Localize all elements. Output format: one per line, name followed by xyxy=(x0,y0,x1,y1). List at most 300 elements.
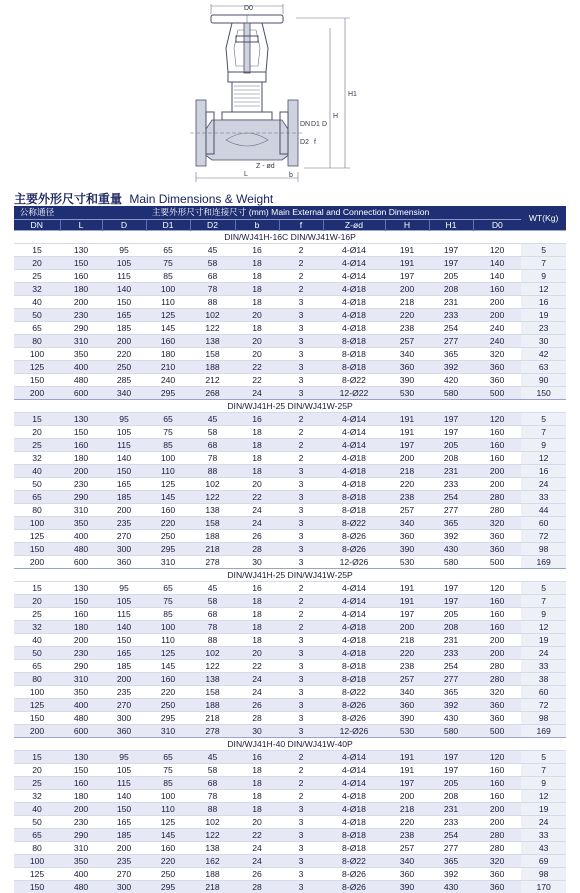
table-cell: 145 xyxy=(146,490,190,503)
table-cell: 20 xyxy=(235,646,279,659)
table-cell: 12 xyxy=(521,620,566,633)
table-cell: 25 xyxy=(14,438,60,451)
table-cell: 125 xyxy=(14,529,60,542)
table-cell: 12 xyxy=(521,789,566,802)
table-cell: 160 xyxy=(473,620,521,633)
table-cell: 200 xyxy=(473,633,521,646)
table-cell: 300 xyxy=(102,880,146,893)
table-cell: 160 xyxy=(473,789,521,802)
table-cell: 233 xyxy=(429,477,473,490)
table-cell: 138 xyxy=(190,503,235,516)
table-cell: 208 xyxy=(429,620,473,633)
table-cell: 115 xyxy=(102,438,146,451)
yoke xyxy=(226,23,268,73)
table-cell: 65 xyxy=(146,581,190,594)
table-cell: 3 xyxy=(279,360,323,373)
dimensions-table xyxy=(14,206,566,893)
table-cell: 278 xyxy=(190,555,235,568)
table-cell: 165 xyxy=(102,815,146,828)
table-cell: 2 xyxy=(279,451,323,464)
series-title: DIN/WJ41H-40 DIN/WJ41W-40P xyxy=(14,737,566,750)
table-row xyxy=(14,360,566,373)
table-cell: 105 xyxy=(102,425,146,438)
table-cell: 200 xyxy=(14,386,60,399)
table-cell: 162 xyxy=(190,854,235,867)
table-cell: 200 xyxy=(102,334,146,347)
table-cell: 18 xyxy=(235,438,279,451)
table-cell: 78 xyxy=(190,282,235,295)
table-cell: 290 xyxy=(60,321,102,334)
table-cell: 98 xyxy=(521,542,566,555)
table-cell: 150 xyxy=(14,542,60,555)
table-cell: 4-Ø14 xyxy=(323,412,385,425)
table-cell: 390 xyxy=(385,711,429,724)
table-cell: 320 xyxy=(473,516,521,529)
table-cell: 122 xyxy=(190,321,235,334)
table-row xyxy=(14,282,566,295)
table-cell: 18 xyxy=(235,321,279,334)
table-cell: 150 xyxy=(60,256,102,269)
table-cell: 238 xyxy=(385,659,429,672)
dim-dn: DN xyxy=(300,121,311,128)
table-cell: 350 xyxy=(60,347,102,360)
table-cell: 100 xyxy=(14,347,60,360)
table-cell: 65 xyxy=(14,828,60,841)
table-cell: 115 xyxy=(102,776,146,789)
table-cell: 218 xyxy=(385,464,429,477)
table-cell: 254 xyxy=(429,321,473,334)
table-cell: 191 xyxy=(385,425,429,438)
table-cell: 220 xyxy=(385,477,429,490)
table-cell: 65 xyxy=(146,412,190,425)
table-cell: 33 xyxy=(521,490,566,503)
table-cell: 360 xyxy=(385,698,429,711)
table-row xyxy=(14,256,566,269)
table-cell: 18 xyxy=(235,594,279,607)
table-cell: 197 xyxy=(385,607,429,620)
table-cell: 15 xyxy=(14,750,60,763)
table-cell: 9 xyxy=(521,607,566,620)
table-cell: 7 xyxy=(521,425,566,438)
table-cell: 105 xyxy=(102,763,146,776)
table-cell: 185 xyxy=(102,490,146,503)
dim-d1: D1 xyxy=(311,121,320,128)
table-cell: 365 xyxy=(429,685,473,698)
table-cell: 78 xyxy=(190,789,235,802)
table-cell: 18 xyxy=(235,282,279,295)
table-cell: 150 xyxy=(102,295,146,308)
table-cell: 85 xyxy=(146,269,190,282)
table-cell: 480 xyxy=(60,711,102,724)
table-cell: 268 xyxy=(190,386,235,399)
table-row xyxy=(14,334,566,347)
table-cell: 3 xyxy=(279,321,323,334)
table-cell: 4-Ø18 xyxy=(323,451,385,464)
dim-d0: D0 xyxy=(244,5,253,12)
table-cell: 80 xyxy=(14,841,60,854)
table-cell: 231 xyxy=(429,295,473,308)
table-cell: 50 xyxy=(14,815,60,828)
table-row xyxy=(14,464,566,477)
table-cell: 200 xyxy=(385,620,429,633)
table-cell: 12-Ø22 xyxy=(323,386,385,399)
table-cell: 150 xyxy=(60,425,102,438)
table-cell: 208 xyxy=(429,789,473,802)
table-cell: 68 xyxy=(190,776,235,789)
table-row xyxy=(14,620,566,633)
table-cell: 191 xyxy=(385,750,429,763)
table-row xyxy=(14,698,566,711)
table-cell: 26 xyxy=(235,529,279,542)
table-cell: 340 xyxy=(385,347,429,360)
table-cell: 185 xyxy=(102,321,146,334)
table-cell: 150 xyxy=(102,802,146,815)
table-cell: 3 xyxy=(279,802,323,815)
table-cell: 208 xyxy=(429,282,473,295)
table-cell: 340 xyxy=(385,516,429,529)
table-cell: 20 xyxy=(235,347,279,360)
table-cell: 80 xyxy=(14,503,60,516)
table-cell: 4-Ø14 xyxy=(323,269,385,282)
table-cell: 160 xyxy=(146,672,190,685)
table-row xyxy=(14,880,566,893)
table-row xyxy=(14,347,566,360)
table-cell: 130 xyxy=(60,581,102,594)
table-cell: 7 xyxy=(521,763,566,776)
table-cell: 160 xyxy=(60,776,102,789)
table-cell: 200 xyxy=(14,724,60,737)
table-cell: 8-Ø18 xyxy=(323,841,385,854)
table-cell: 150 xyxy=(14,711,60,724)
table-cell: 45 xyxy=(190,243,235,256)
table-cell: 22 xyxy=(235,490,279,503)
table-cell: 2 xyxy=(279,750,323,763)
table-cell: 15 xyxy=(14,581,60,594)
table-row xyxy=(14,854,566,867)
table-cell: 24 xyxy=(235,854,279,867)
table-cell: 4-Ø18 xyxy=(323,464,385,477)
table-row xyxy=(14,451,566,464)
table-cell: 295 xyxy=(146,542,190,555)
table-cell: 310 xyxy=(60,841,102,854)
series-title-row xyxy=(14,230,566,243)
table-cell: 350 xyxy=(60,516,102,529)
table-cell: 350 xyxy=(60,685,102,698)
table-cell: 4-Ø18 xyxy=(323,789,385,802)
table-cell: 20 xyxy=(235,815,279,828)
table-cell: 38 xyxy=(521,672,566,685)
table-cell: 100 xyxy=(146,620,190,633)
table-cell: 72 xyxy=(521,529,566,542)
table-cell: 16 xyxy=(235,581,279,594)
table-cell: 2 xyxy=(279,412,323,425)
table-cell: 15 xyxy=(14,243,60,256)
table-cell: 220 xyxy=(385,308,429,321)
table-cell: 85 xyxy=(146,438,190,451)
table-cell: 250 xyxy=(146,698,190,711)
table-cell: 400 xyxy=(60,698,102,711)
table-row xyxy=(14,685,566,698)
table-cell: 8-Ø18 xyxy=(323,828,385,841)
table-cell: 80 xyxy=(14,334,60,347)
table-cell: 400 xyxy=(60,867,102,880)
table-cell: 140 xyxy=(102,789,146,802)
table-cell: 130 xyxy=(60,412,102,425)
table-cell: 218 xyxy=(190,542,235,555)
table-cell: 20 xyxy=(235,308,279,321)
table-cell: 8-Ø26 xyxy=(323,698,385,711)
table-row xyxy=(14,542,566,555)
table-cell: 30 xyxy=(521,334,566,347)
table-cell: 600 xyxy=(60,724,102,737)
table-cell: 197 xyxy=(385,776,429,789)
table-cell: 392 xyxy=(429,698,473,711)
table-cell: 3 xyxy=(279,308,323,321)
table-row xyxy=(14,828,566,841)
table-cell: 290 xyxy=(60,659,102,672)
table-cell: 120 xyxy=(473,412,521,425)
table-cell: 12 xyxy=(521,282,566,295)
table-row xyxy=(14,386,566,399)
table-row xyxy=(14,594,566,607)
table-cell: 7 xyxy=(521,256,566,269)
table-cell: 4-Ø14 xyxy=(323,425,385,438)
table-cell: 125 xyxy=(14,698,60,711)
table-cell: 218 xyxy=(385,295,429,308)
dim-h: H xyxy=(333,113,339,120)
table-cell: 20 xyxy=(14,594,60,607)
table-cell: 95 xyxy=(102,581,146,594)
table-cell: 4-Ø14 xyxy=(323,581,385,594)
table-cell: 200 xyxy=(473,802,521,815)
table-cell: 115 xyxy=(102,607,146,620)
dim-h1: H1 xyxy=(348,91,357,98)
table-cell: 60 xyxy=(521,685,566,698)
table-cell: 280 xyxy=(473,841,521,854)
table-cell: 180 xyxy=(60,451,102,464)
table-cell: 2 xyxy=(279,425,323,438)
table-cell: 580 xyxy=(429,724,473,737)
table-cell: 18 xyxy=(235,789,279,802)
table-cell: 16 xyxy=(235,412,279,425)
table-cell: 250 xyxy=(146,867,190,880)
table-cell: 430 xyxy=(429,711,473,724)
table-cell: 500 xyxy=(473,555,521,568)
column-header: L xyxy=(60,219,102,230)
table-cell: 75 xyxy=(146,256,190,269)
table-cell: 280 xyxy=(473,659,521,672)
table-cell: 16 xyxy=(521,295,566,308)
table-cell: 8-Ø18 xyxy=(323,672,385,685)
table-cell: 2 xyxy=(279,594,323,607)
table-cell: 8-Ø18 xyxy=(323,503,385,516)
table-cell: 197 xyxy=(429,256,473,269)
table-cell: 220 xyxy=(102,347,146,360)
table-cell: 12-Ø26 xyxy=(323,724,385,737)
table-cell: 150 xyxy=(60,594,102,607)
table-cell: 188 xyxy=(190,529,235,542)
table-cell: 180 xyxy=(60,789,102,802)
table-cell: 392 xyxy=(429,867,473,880)
table-cell: 58 xyxy=(190,256,235,269)
table-cell: 98 xyxy=(521,711,566,724)
table-cell: 280 xyxy=(473,503,521,516)
table-cell: 4-Ø18 xyxy=(323,477,385,490)
table-cell: 4-Ø18 xyxy=(323,633,385,646)
table-cell: 200 xyxy=(14,555,60,568)
table-cell: 20 xyxy=(14,256,60,269)
table-cell: 42 xyxy=(521,347,566,360)
table-cell: 16 xyxy=(235,243,279,256)
table-cell: 231 xyxy=(429,464,473,477)
table-cell: 360 xyxy=(473,373,521,386)
table-cell: 200 xyxy=(473,295,521,308)
table-cell: 4-Ø18 xyxy=(323,308,385,321)
table-cell: 24 xyxy=(235,685,279,698)
table-cell: 240 xyxy=(473,321,521,334)
table-cell: 200 xyxy=(102,503,146,516)
table-cell: 480 xyxy=(60,373,102,386)
table-cell: 580 xyxy=(429,555,473,568)
table-cell: 8-Ø22 xyxy=(323,373,385,386)
table-cell: 185 xyxy=(102,828,146,841)
table-cell: 197 xyxy=(429,594,473,607)
table-cell: 32 xyxy=(14,789,60,802)
table-cell: 18 xyxy=(235,633,279,646)
table-cell: 140 xyxy=(102,451,146,464)
table-cell: 185 xyxy=(102,659,146,672)
table-cell: 8-Ø22 xyxy=(323,854,385,867)
table-cell: 18 xyxy=(235,776,279,789)
table-cell: 320 xyxy=(473,685,521,698)
table-cell: 18 xyxy=(235,802,279,815)
dim-b: b xyxy=(289,172,293,179)
table-cell: 310 xyxy=(60,672,102,685)
table-header-group-row xyxy=(14,206,566,219)
table-cell: 180 xyxy=(60,282,102,295)
table-cell: 257 xyxy=(385,503,429,516)
dim-l: L xyxy=(244,171,248,178)
table-cell: 340 xyxy=(385,685,429,698)
table-cell: 20 xyxy=(235,477,279,490)
table-cell: 45 xyxy=(190,750,235,763)
table-row xyxy=(14,711,566,724)
series-title-row xyxy=(14,568,566,581)
table-cell: 102 xyxy=(190,815,235,828)
table-cell: 310 xyxy=(146,555,190,568)
table-cell: 230 xyxy=(60,646,102,659)
table-cell: 18 xyxy=(235,425,279,438)
table-row xyxy=(14,425,566,438)
table-cell: 150 xyxy=(60,763,102,776)
table-cell: 250 xyxy=(102,360,146,373)
table-row xyxy=(14,776,566,789)
table-cell: 40 xyxy=(14,464,60,477)
table-cell: 180 xyxy=(60,620,102,633)
table-cell: 20 xyxy=(235,334,279,347)
table-cell: 115 xyxy=(102,269,146,282)
table-cell: 68 xyxy=(190,607,235,620)
table-cell: 145 xyxy=(146,659,190,672)
table-cell: 390 xyxy=(385,373,429,386)
table-cell: 191 xyxy=(385,412,429,425)
table-cell: 5 xyxy=(521,750,566,763)
table-cell: 295 xyxy=(146,880,190,893)
table-cell: 160 xyxy=(473,594,521,607)
column-header: DN xyxy=(14,219,60,230)
table-cell: 197 xyxy=(385,269,429,282)
table-cell: 110 xyxy=(146,295,190,308)
table-cell: 300 xyxy=(102,542,146,555)
table-cell: 150 xyxy=(102,464,146,477)
table-cell: 360 xyxy=(102,724,146,737)
table-row xyxy=(14,477,566,490)
table-cell: 277 xyxy=(429,841,473,854)
table-cell: 208 xyxy=(429,451,473,464)
table-cell: 24 xyxy=(521,477,566,490)
table-cell: 100 xyxy=(14,854,60,867)
table-cell: 392 xyxy=(429,360,473,373)
table-cell: 580 xyxy=(429,386,473,399)
table-row xyxy=(14,646,566,659)
table-cell: 200 xyxy=(60,633,102,646)
table-cell: 8-Ø26 xyxy=(323,711,385,724)
table-cell: 68 xyxy=(190,438,235,451)
table-cell: 102 xyxy=(190,477,235,490)
table-cell: 400 xyxy=(60,529,102,542)
table-cell: 160 xyxy=(473,425,521,438)
column-header: D1 xyxy=(146,219,190,230)
table-cell: 3 xyxy=(279,685,323,698)
table-cell: 102 xyxy=(190,646,235,659)
column-header: D xyxy=(102,219,146,230)
table-cell: 65 xyxy=(14,321,60,334)
table-cell: 390 xyxy=(385,880,429,893)
table-cell: 188 xyxy=(190,867,235,880)
table-cell: 158 xyxy=(190,685,235,698)
table-cell: 9 xyxy=(521,438,566,451)
table-cell: 197 xyxy=(429,750,473,763)
table-cell: 218 xyxy=(190,711,235,724)
table-cell: 110 xyxy=(146,464,190,477)
table-cell: 130 xyxy=(60,750,102,763)
table-cell: 50 xyxy=(14,477,60,490)
table-cell: 12-Ø26 xyxy=(323,555,385,568)
table-cell: 22 xyxy=(235,828,279,841)
table-cell: 30 xyxy=(235,555,279,568)
table-cell: 231 xyxy=(429,802,473,815)
header-nominal-diameter: 公称通径 xyxy=(14,206,60,219)
table-cell: 160 xyxy=(60,607,102,620)
table-cell: 150 xyxy=(102,633,146,646)
table-cell: 257 xyxy=(385,672,429,685)
table-row xyxy=(14,841,566,854)
table-cell: 75 xyxy=(146,425,190,438)
table-cell: 210 xyxy=(146,360,190,373)
table-cell: 2 xyxy=(279,776,323,789)
table-cell: 188 xyxy=(190,698,235,711)
table-cell: 100 xyxy=(14,516,60,529)
table-cell: 58 xyxy=(190,425,235,438)
table-cell: 160 xyxy=(473,451,521,464)
table-row xyxy=(14,607,566,620)
table-cell: 233 xyxy=(429,815,473,828)
table-cell: 160 xyxy=(60,438,102,451)
table-cell: 3 xyxy=(279,828,323,841)
table-cell: 45 xyxy=(190,412,235,425)
table-cell: 295 xyxy=(146,386,190,399)
table-row xyxy=(14,516,566,529)
